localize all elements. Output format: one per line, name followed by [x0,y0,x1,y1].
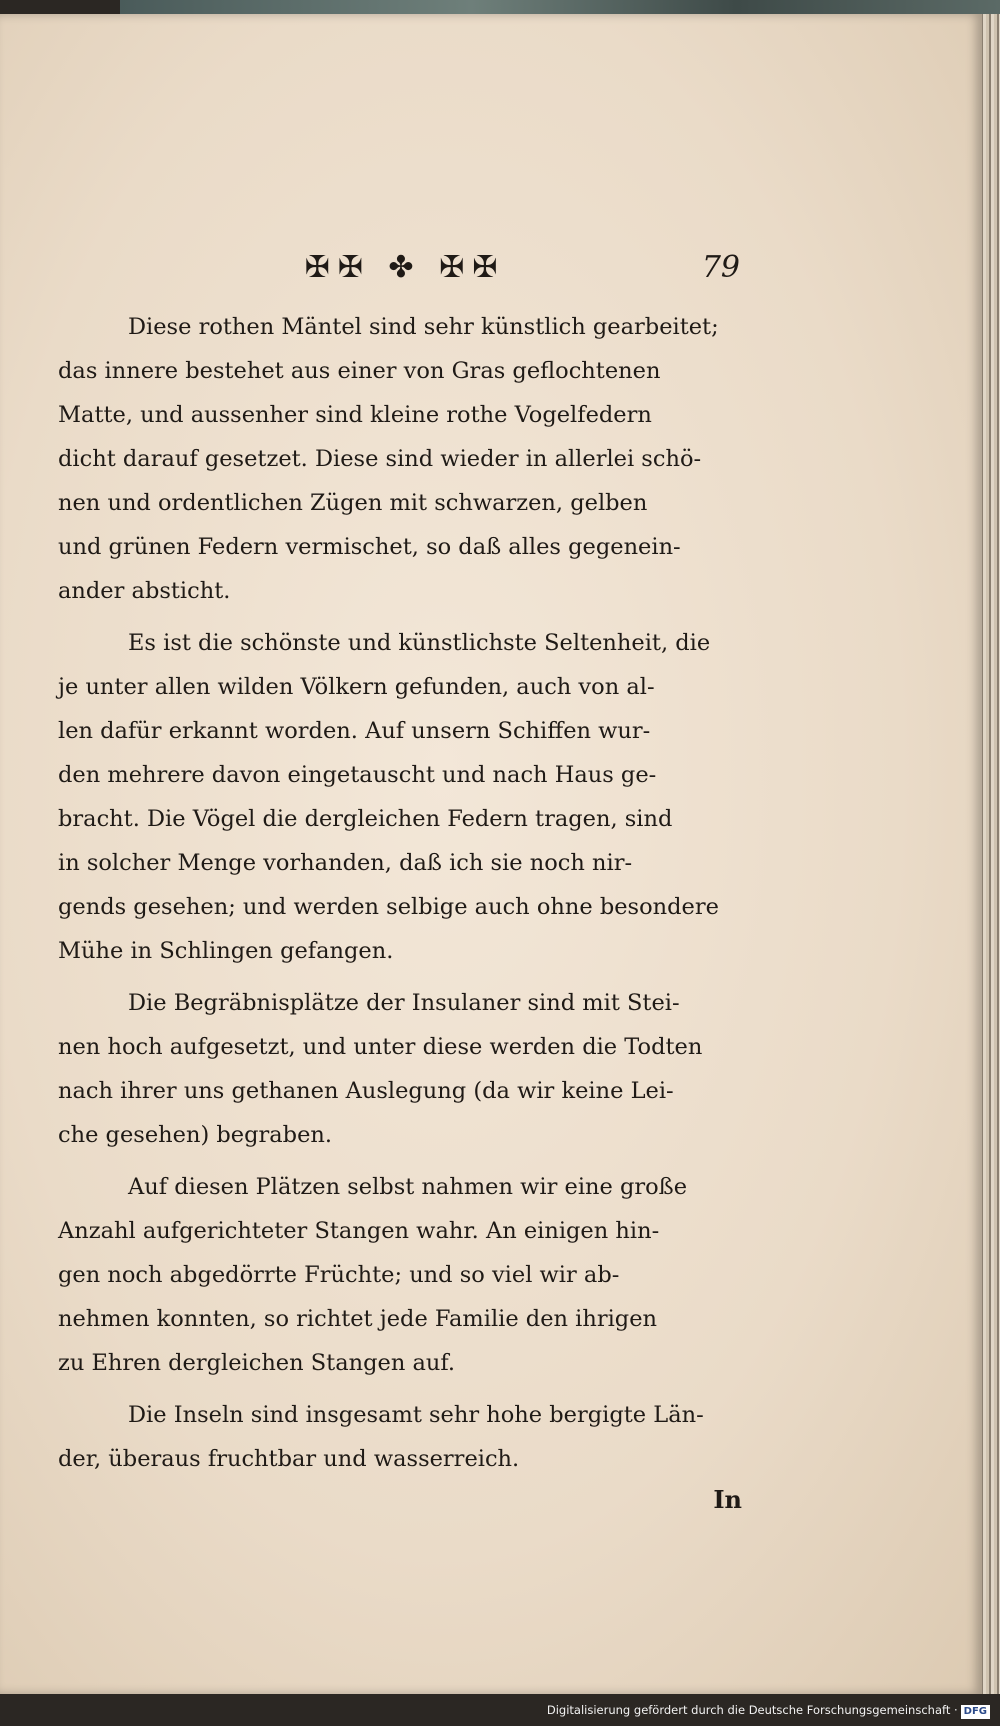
body-text [58,305,738,1481]
text-line: und grünen Federn vermischet, so daß alles gegenein- [58,534,681,560]
text-line: zu Ehren dergleichen Stangen auf. [58,1350,456,1376]
text-line: nen und ordentlichen Zügen mit schwarzen, gelben [58,490,648,516]
text-line: Auf diesen Plätzen selbst nahmen wir eine große [128,1174,688,1200]
catchword: In [713,1485,742,1514]
text-line: gends gesehen; und werden selbige auch ohne besondere [58,894,719,920]
text-line: che gesehen) begraben. [58,1122,333,1148]
text-line: gen noch abgedörrte Früchte; und so viel wir ab- [58,1262,620,1288]
paragraph-4 [58,1165,738,1385]
book-binding-edge [120,0,1000,14]
text-line: der, überaus fruchtbar und wasserreich. [58,1446,520,1472]
dfg-logo-icon: DFG [961,1705,990,1719]
paragraph-2 [58,621,738,973]
paragraph-1 [58,305,738,613]
paragraph-5 [58,1393,738,1481]
text-line: ander absticht. [58,578,231,604]
text-line: Matte, und aussenher sind kleine rothe Vogelfedern [58,402,652,428]
text-line: in solcher Menge vorhanden, daß ich sie noch nir- [58,850,633,876]
text-line: Anzahl aufgerichteter Stangen wahr. An einigen hin- [58,1218,660,1244]
text-line: Es ist die schönste und künstlichste Seltenheit, die [128,630,711,656]
text-line: je unter allen wilden Völkern gefunden, auch von al- [58,674,655,700]
text-line: Die Begräbnisplätze der Insulaner sind mit Stei- [128,990,680,1016]
paragraph-3 [58,981,738,1157]
text-line: len dafür erkannt worden. Auf unsern Schiffen wur- [58,718,651,744]
text-line: den mehrere davon eingetauscht und nach Haus ge- [58,762,657,788]
text-line: das innere bestehet aus einer von Gras geflochtenen [58,358,661,384]
text-line: bracht. Die Vögel die dergleichen Federn tragen, sind [58,806,673,832]
text-line: Mühe in Schlingen gefangen. [58,938,394,964]
text-line: nehmen konnten, so richtet jede Familie den ihrigen [58,1306,658,1332]
header-ornament: ✠✠ ✤ ✠✠ [304,250,506,285]
credit-text: Digitalisierung gefördert durch die Deutsche Forschungsgemeinschaft · [546,1703,958,1717]
text-line: dicht darauf gesetzet. Diese sind wieder in allerlei schö- [58,446,702,472]
page-number: 79 [701,250,740,285]
page-header [0,248,982,288]
text-line: Die Inseln sind insgesamt sehr hohe bergigte Län- [128,1402,704,1428]
text-line: Diese rothen Mäntel sind sehr künstlich gearbeitet; [128,314,719,340]
digitization-credit [547,1700,990,1720]
text-line: nen hoch aufgesetzt, und unter diese werden die Todten [58,1034,703,1060]
text-line: nach ihrer uns gethanen Auslegung (da wir keine Lei- [58,1078,674,1104]
